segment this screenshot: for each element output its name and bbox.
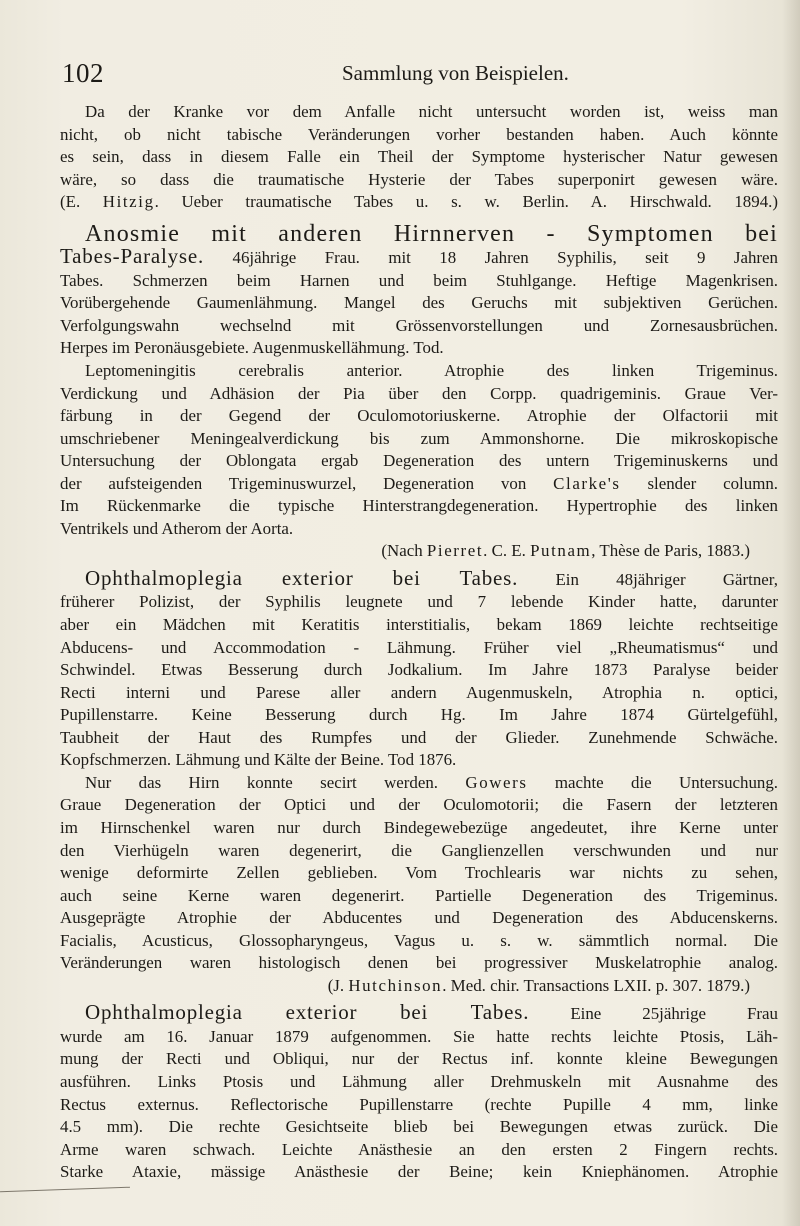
citation-rest: , Thèse de Paris, 1883.) (591, 541, 750, 561)
text-line: Verfolgungswahn wechselnd mit Grössenvorstellungen und Zornesausbrüchen. (60, 315, 778, 335)
author-name: Clarke's (553, 473, 621, 493)
text-line: Rectus externus. Reflectorische Pupillenstarre (rechte Pupille 4 mm, linke (60, 1094, 778, 1114)
text-line: Im Rückenmarke die typische Hinterstrangdegeneration. Hypertrophie des linken (60, 496, 778, 516)
text-line: Untersuchung der Oblongata ergab Degeneration des untern Trigeminuskerns und (60, 451, 778, 471)
text-line: wurde am 16. Januar 1879 aufgenommen. Sie hatte rechts leichte Ptosis, Läh- (60, 1026, 778, 1046)
section-ophthalmoplegia-1 (60, 567, 778, 997)
citation-open: (J. (327, 975, 349, 995)
text-line: Recti interni und Parese aller andern Augenmuskeln, Atrophia n. optici, (60, 682, 778, 702)
text-run: slender column. (620, 473, 778, 493)
section-heading: Ophthalmoplegia exterior bei Tabes. (85, 1000, 530, 1025)
citation-open: (Nach (381, 541, 427, 561)
text-line (60, 245, 778, 270)
author-name: Hutchinson (348, 975, 443, 995)
text-line (60, 772, 778, 795)
text-line: wäre, so dass die traumatische Hysterie der Tabes superponirt gewesen wäre. (60, 169, 778, 189)
page-header (62, 58, 760, 88)
text-line: Da der Kranke vor dem Anfalle nicht untersucht worden ist, weiss man (85, 102, 778, 121)
text-line: wenige deformirte Zellen geblieben. Vom Trochlearis war nichts zu sehen, (60, 863, 778, 883)
text-line (60, 567, 778, 592)
citation-rest: . Med. chir. Transactions LXII. p. 307. 1879.) (442, 975, 750, 995)
author-name: Hitzig (102, 192, 155, 212)
text-run: Eine 25jährige Frau (529, 1004, 778, 1024)
author-name: Gowers (465, 772, 528, 792)
citation-rest: . C. E. (483, 541, 531, 561)
text-line: Verdickung und Adhäsion der Pia über den Corpp. quadrigeminis. Graue Ver- (60, 383, 778, 403)
text-run: machte die Untersuchung. (527, 772, 779, 792)
author-name: Pierret (426, 541, 484, 561)
text-line: aber ein Mädchen mit Keratitis interstitialis, bekam 1869 leichte rechtseitige (60, 615, 778, 635)
text-line: Herpes im Peronäusgebiete. Augenmuskellähmung. Tod. (60, 338, 444, 358)
citation-open: (E. (60, 192, 103, 212)
text-line: Abducens- und Accommodation - Lähmung. Früher viel „Rheumatismus“ und (60, 637, 778, 657)
text-run: 46jährige Frau. mit 18 Jahren Syphilis, seit 9 Jahren (204, 248, 778, 268)
citation-rest: . Ueber traumatische Tabes u. s. w. Berlin. A. Hirschwald. 1894.) (154, 192, 778, 212)
text-line: Tabes. Schmerzen beim Harnen und beim Stuhlgange. Heftige Magenkrisen. (60, 270, 778, 290)
text-line: Arme waren schwach. Leichte Anästhesie an den ersten 2 Fingern rechts. (60, 1139, 778, 1159)
section-heading-cont: Tabes-Paralyse. (60, 244, 205, 269)
text-run: Ein 48jähriger Gärtner, (518, 569, 778, 589)
text-line: den Vierhügeln waren degenerirt, die Ganglienzellen verschwunden und nur (60, 840, 778, 860)
text-line: ausführen. Links Ptosis und Lähmung aller Drehmuskeln mit Ausnahme des (60, 1071, 778, 1091)
page-edge-shadow (782, 0, 800, 1226)
text-line: Kopfschmerzen. Lähmung und Kälte der Beine. Tod 1876. (60, 750, 457, 770)
section-heading: Anosmie mit anderen Hirnnerven - Symptomen bei (85, 220, 778, 247)
text-line: im Hirnschenkel waren nur durch Bindegewebezüge angedeutet, ihre Kerne unter (60, 817, 778, 837)
text-line: auch seine Kerne waren degenerirt. Partielle Degeneration des Trigeminus. (60, 885, 778, 905)
text-run: der aufsteigenden Trigeminuswurzel, Degeneration von (60, 473, 554, 493)
text-line: Vorübergehende Gaumenlähmung. Mangel des Geruchs mit subjektiven Gerüchen. (60, 293, 778, 313)
section-ophthalmoplegia-2 (60, 1001, 778, 1183)
text-line: Veränderungen waren histologisch denen bei progressiver Muskelatrophie analog. (60, 953, 778, 973)
running-head: Sammlung von Beispielen. (342, 61, 569, 85)
section-heading: Ophthalmoplegia exterior bei Tabes. (85, 565, 519, 590)
text-run: Nur das Hirn konnte secirt werden. (85, 772, 466, 792)
text-line: umschriebener Meningealverdickung bis zum Ammonshorne. Die mikroskopische (60, 428, 778, 448)
text-line: früherer Polizist, der Syphilis leugnete und 7 lebende Kinder hatte, darunter (60, 592, 778, 612)
text-line: 4.5 mm). Die rechte Gesichtseite blieb bei Bewegungen etwas zurück. Die (60, 1117, 778, 1137)
page-body (60, 101, 778, 1184)
text-line (60, 1001, 778, 1026)
text-line: es sein, dass in diesem Falle ein Theil der Symptome hysterischer Natur gewesen (60, 147, 778, 167)
paragraph-hitzig-case (60, 101, 778, 214)
text-line: Leptomeningitis cerebralis anterior. Atrophie des linken Trigeminus. (85, 361, 778, 381)
text-line: nicht, ob nicht tabische Veränderungen vorher bestanden haben. Auch könnte (60, 124, 778, 144)
text-line (60, 473, 778, 496)
text-line: Schwindel. Etwas Besserung durch Jodkalium. Im Jahre 1873 Paralyse beider (60, 660, 778, 680)
text-line: Graue Degeneration der Optici und der Oculomotorii; die Fasern der letzteren (60, 795, 778, 815)
text-line: Facialis, Acusticus, Glossopharyngeus, Vagus u. s. w. sämmtlich normal. Die (60, 930, 778, 950)
scan-artifact-line (0, 1187, 130, 1193)
citation-line (60, 975, 778, 998)
text-line: Ausgeprägte Atrophie der Abducentes und Degeneration des Abducenskerns. (60, 908, 778, 928)
citation-line (60, 191, 778, 214)
author-name: Putnam (530, 541, 592, 561)
page-number: 102 (62, 58, 104, 88)
section-anosmie (60, 220, 778, 563)
citation-line (60, 540, 778, 563)
text-line: Pupillenstarre. Keine Besserung durch Hg. Im Jahre 1874 Gürtelgefühl, (60, 705, 778, 725)
text-line: Taubheit der Haut des Rumpfes und der Glieder. Zunehmende Schwäche. (60, 727, 778, 747)
text-line: Ventrikels und Atherom der Aorta. (60, 518, 294, 538)
text-line: färbung in der Gegend der Oculomotoriuskerne. Atrophie der Olfactorii mit (60, 406, 778, 426)
text-line: mung der Recti und Obliqui, nur der Rectus inf. konnte kleine Bewegungen (60, 1049, 778, 1069)
text-line: Starke Ataxie, mässige Anästhesie der Beine; kein Kniephänomen. Atrophie (60, 1162, 778, 1182)
